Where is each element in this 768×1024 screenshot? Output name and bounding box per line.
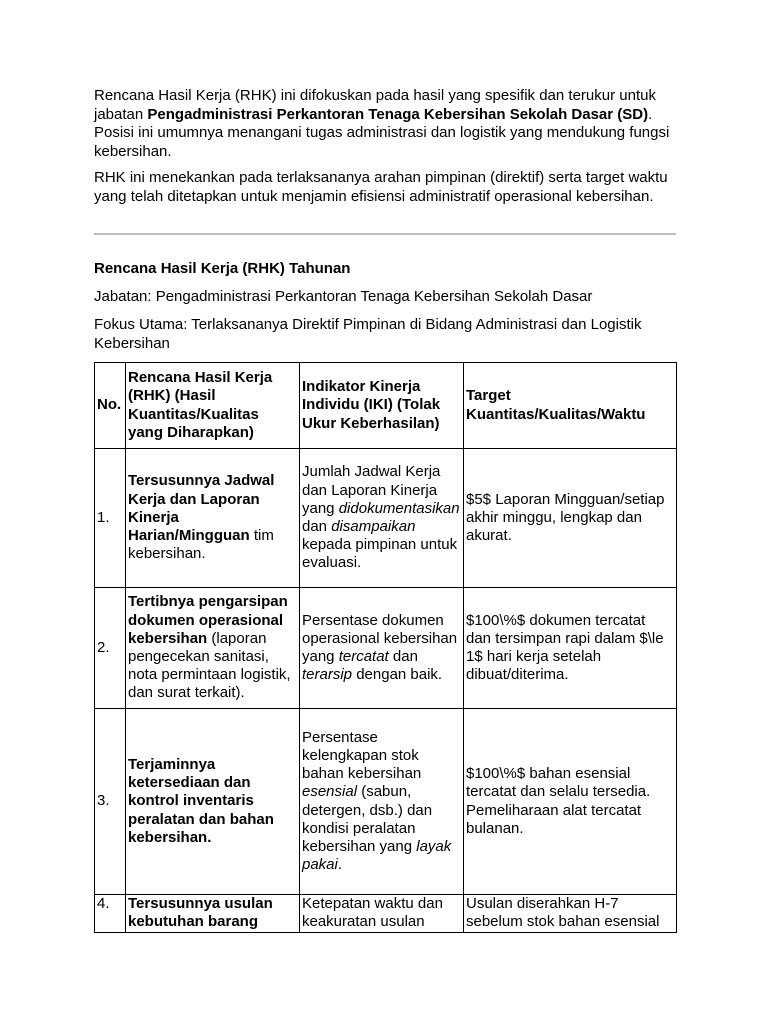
rhk-emphasis: Tertibnya pengarsipan dokumen operasional kebersihan <box>128 593 288 647</box>
cell-iki <box>300 449 464 588</box>
rhk-text: (laporan pengecekan sanitasi, nota permintaan logistik, dan surat terkait). <box>128 629 291 702</box>
cell-no: 1. <box>95 449 126 588</box>
cell-rhk <box>126 588 300 709</box>
iki-italic: tercatat <box>338 648 389 665</box>
cell-iki <box>300 709 464 895</box>
intro-paragraph-2: RHK ini menekankan pada terlaksananya arahan pimpinan (direktif) serta target waktu yang telah ditetapkan untuk menjamin efisiensi administratif operasional kebersihan. <box>94 169 668 205</box>
iki-italic: disampaikan <box>331 518 416 535</box>
rhk-emphasis: Tersusunnya usulan kebutuhan barang <box>128 895 273 931</box>
cell-rhk <box>126 709 300 895</box>
cell-no: 4. <box>95 895 126 933</box>
iki-text: Jumlah Jadwal Kerja dan Laporan Kinerja yang <box>302 463 441 517</box>
header-iki: Indikator Kinerja Individu (IKI) (Tolak Ukur Keberhasilan) <box>300 363 464 449</box>
cell-no: 3. <box>95 709 126 895</box>
rhk-text: tim kebersihan. <box>128 527 274 563</box>
header-target: Target Kuantitas/Kualitas/Waktu <box>464 363 677 449</box>
cell-rhk <box>126 895 300 933</box>
cell-iki <box>300 588 464 709</box>
iki-text: . <box>337 856 343 874</box>
rhk-table <box>94 362 677 933</box>
job-title-emphasis: Pengadministrasi Perkantoran Tenaga Kebersihan Sekolah Dasar (SD) <box>147 105 649 123</box>
table-row <box>95 449 677 588</box>
intro-text: . Posisi ini umumnya menangani tugas administrasi dan logistik yang mendukung fungsi kebersihan. <box>94 105 670 160</box>
iki-italic: terarsip <box>302 666 353 684</box>
horizontal-divider <box>94 233 676 235</box>
iki-italic: didokumentasikan <box>338 499 460 517</box>
table-row <box>95 588 677 709</box>
cell-target: Usulan diserahkan H-7 sebelum stok bahan esensial <box>464 895 677 933</box>
fokus-line: Fokus Utama: Terlaksananya Direktif Pimpinan di Bidang Administrasi dan Logistik Kebersihan <box>94 316 642 352</box>
intro-text: Rencana Hasil Kerja (RHK) ini difokuskan pada hasil yang spesifik dan terukur untuk jabatan <box>94 87 656 123</box>
iki-text: dengan baik. <box>352 666 443 684</box>
iki-text: dan <box>302 518 332 535</box>
header-no: No. <box>95 363 126 449</box>
header-rhk: Rencana Hasil Kerja (RHK) (Hasil Kuantitas/Kualitas yang Diharapkan) <box>126 363 300 449</box>
iki-text: Persentase dokumen operasional kebersihan yang <box>302 611 458 665</box>
intro-paragraph-1 <box>94 87 676 161</box>
iki-text: Ketepatan waktu dan keakuratan usulan <box>302 895 443 931</box>
table-header-row <box>95 363 677 449</box>
cell-target: $100\%$ bahan esensial tercatat dan selalu tersedia. Pemeliharaan alat tercatat bulanan. <box>464 709 677 895</box>
iki-italic: esensial <box>302 783 358 801</box>
cell-target: $100\%$ dokumen tercatat dan tersimpan rapi dalam $\le 1$ hari kerja setelah dibuat/diterima. <box>464 588 677 709</box>
cell-iki <box>300 895 464 933</box>
cell-target: $5$ Laporan Mingguan/setiap akhir minggu, lengkap dan akurat. <box>464 449 677 588</box>
iki-text: (sabun, detergen, dsb.) dan kondisi peralatan kebersihan yang <box>302 783 433 855</box>
rhk-emphasis: Tersusunnya Jadwal Kerja dan Laporan Kinerja Harian/Mingguan <box>128 472 275 545</box>
table-row <box>95 895 677 933</box>
table-row <box>95 709 677 895</box>
iki-text: dan <box>388 648 418 665</box>
cell-rhk <box>126 449 300 588</box>
iki-italic: layak pakai <box>302 837 452 874</box>
iki-text: Persentase kelengkapan stok bahan kebersihan <box>302 728 422 783</box>
jabatan-line: Jabatan: Pengadministrasi Perkantoran Tenaga Kebersihan Sekolah Dasar <box>94 288 593 305</box>
cell-no: 2. <box>95 588 126 709</box>
section-title: Rencana Hasil Kerja (RHK) Tahunan <box>94 260 351 277</box>
iki-text: kepada pimpinan untuk evaluasi. <box>302 536 458 572</box>
rhk-emphasis: Terjaminnya ketersediaan dan kontrol inventaris peralatan dan bahan kebersihan. <box>128 755 274 846</box>
